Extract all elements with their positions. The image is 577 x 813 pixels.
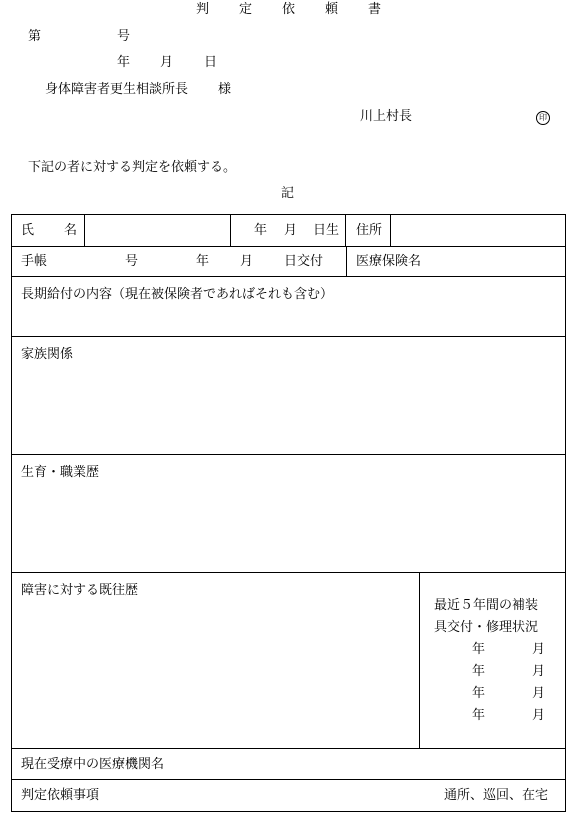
title-char: 定 <box>238 2 252 17</box>
row-divider <box>11 572 566 573</box>
prosthesis-month: 月 <box>532 664 546 679</box>
title-char: 書 <box>368 2 382 17</box>
name-label-2: 名 <box>64 223 78 238</box>
techo-year: 年 <box>196 254 210 269</box>
col-divider <box>230 214 231 246</box>
birth-year: 年 <box>254 223 268 238</box>
address-label: 住所 <box>356 223 383 238</box>
row-divider <box>11 276 566 277</box>
seal-icon: 印 <box>536 111 550 125</box>
ki-label: 記 <box>281 186 295 201</box>
date-month: 月 <box>160 55 174 70</box>
insurance-label: 医療保険名 <box>356 254 422 269</box>
request-options: 通所、巡回、在宅 <box>444 788 549 803</box>
number-suffix: 号 <box>117 29 131 44</box>
document-title <box>0 2 577 18</box>
techo-number: 号 <box>125 254 139 269</box>
col-divider <box>84 214 85 246</box>
title-char: 依 <box>281 2 295 17</box>
prosthesis-year: 年 <box>472 686 486 701</box>
prosthesis-heading-1: 最近５年間の補装 <box>434 598 539 613</box>
prosthesis-year: 年 <box>472 708 486 723</box>
current-medical-label: 現在受療中の医療機関名 <box>21 757 165 772</box>
table-border-right <box>565 214 566 811</box>
row-divider <box>11 748 566 749</box>
name-label-1: 氏 <box>21 223 35 238</box>
col-divider <box>345 214 346 246</box>
sender: 川上村長 <box>360 109 413 124</box>
row-divider <box>11 336 566 337</box>
family-label: 家族関係 <box>21 347 74 362</box>
honorific: 様 <box>218 82 232 97</box>
table-border-bottom <box>11 811 566 812</box>
long-term-benefit-label: 長期給付の内容（現在被保険者であればそれも含む） <box>21 287 334 302</box>
prosthesis-month: 月 <box>532 708 546 723</box>
table-border-top <box>11 214 566 215</box>
techo-label: 手帳 <box>21 254 48 269</box>
title-char: 頼 <box>325 2 339 17</box>
date-day: 日 <box>204 55 218 70</box>
date-year: 年 <box>117 55 131 70</box>
request-items-label: 判定依頼事項 <box>21 788 100 803</box>
table-border-left <box>11 214 12 811</box>
row-divider <box>11 454 566 455</box>
techo-issued: 日交付 <box>284 254 324 269</box>
prosthesis-year: 年 <box>472 664 486 679</box>
prosthesis-year: 年 <box>472 642 486 657</box>
col-divider <box>390 214 391 246</box>
request-text: 下記の者に対する判定を依頼する。 <box>28 160 237 175</box>
prosthesis-month: 月 <box>532 642 546 657</box>
life-history-label: 生育・職業歴 <box>21 465 100 480</box>
number-prefix: 第 <box>28 29 42 44</box>
col-divider <box>419 572 420 748</box>
title-char: 判 <box>195 2 209 17</box>
col-divider <box>346 246 347 276</box>
row-divider <box>11 246 566 247</box>
prosthesis-month: 月 <box>532 686 546 701</box>
row-divider <box>11 779 566 780</box>
seal-mark <box>536 109 550 125</box>
birth-day: 日生 <box>313 223 340 238</box>
prosthesis-heading-2: 具交付・修理状況 <box>434 620 539 635</box>
medical-history-label: 障害に対する既往歴 <box>21 583 139 598</box>
techo-month: 月 <box>240 254 254 269</box>
addressee: 身体障害者更生相談所長 <box>45 82 189 97</box>
birth-month: 月 <box>284 223 298 238</box>
